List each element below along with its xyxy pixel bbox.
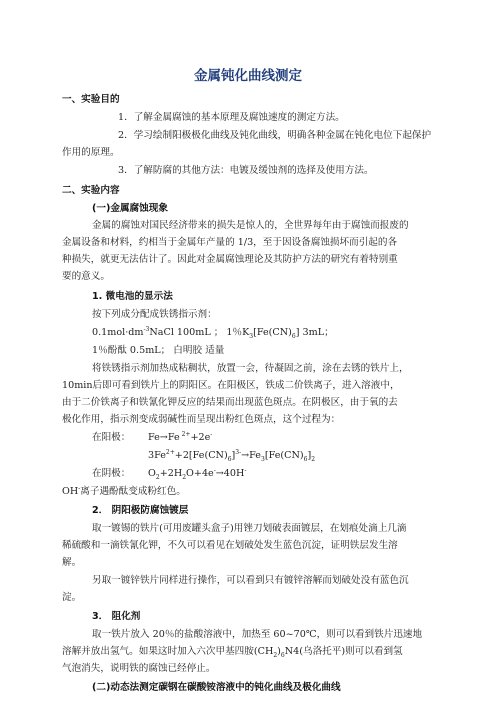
section-heading-content: 二、实验内容	[62, 185, 120, 196]
subheading-coating: 2． 阴阳极防腐蚀镀层	[92, 505, 189, 516]
reagent-intro: 按下列成分配成铁锈指示剂：	[92, 309, 217, 320]
part-heading-passivation: (二)动态法测定碳钢在碳酸铵溶液中的钝化曲线及极化曲线	[92, 682, 341, 693]
part-heading-corrosion: (一)金属腐蚀现象	[92, 203, 168, 214]
paragraph-line: 极化作用，指示剂变成弱碱性而呈现出粉红色斑点，这个过程为：	[62, 414, 341, 425]
hydroxide-note: OH-离子遇酚酞变成粉红色。	[62, 484, 186, 497]
equation-anode: Fe→Fe $^{2+}$+2e-	[148, 430, 213, 443]
subheading-microcell: 1. 微电池的显示法	[92, 291, 173, 302]
reagent-line-1: $0.1mol\cdot dm^{-3}NaCl$ 100mL ； 1％$K_3[Fe(CN)_6]$ 3mL；	[92, 325, 334, 340]
objective-item-3: 3．了解防腐的其他方法：电镀及缓蚀剂的选择及使用方法。	[118, 165, 374, 176]
objective-item-2-cont: 作用的原理。	[62, 147, 120, 158]
paragraph-line: 金属设备和材料，约相当于金属年产量的 1/3，至于因设备腐蚀损坏而引起的各	[62, 237, 398, 248]
paragraph-line: 淀。	[62, 592, 82, 603]
paragraph-line: 气泡消失，说明铁的腐蚀已经停止。	[62, 663, 216, 674]
paragraph-line: 溶解并放出氢气。如果这时加入六次甲基四胺$(CH_2)_6N4$(乌洛托平)则可以看到氢	[62, 646, 403, 659]
objective-item-2: 2．学习绘制阳极极化曲线及钝化曲线，明确各种金属在钝化电位下起保护	[118, 130, 432, 141]
paragraph-line: 由于二价铁离子和铁氰化钾反应的结果而出现蓝色斑点。在阴极区，由于氧的去	[62, 397, 398, 408]
paragraph-line: 要的意义。	[62, 271, 110, 282]
paragraph-line: 取一镀锡的铁片(可用废罐头盒子)用锉刀划破表面镀层，在划痕处滴上几滴	[92, 523, 407, 534]
paragraph-line: 稀硫酸和一滴铁氰化钾，不久可以看见在划破处发生蓝色沉淀，证明铁层发生溶	[62, 540, 398, 551]
section-heading-objectives: 一、实验目的	[62, 94, 120, 105]
cathode-label: 在阴极：	[92, 468, 131, 479]
reagent-line-2: 1％酚酞 0.5mL； 白明胶 适量	[92, 345, 225, 356]
page-title: 金属钝化曲线测定	[194, 68, 302, 84]
paragraph-line: 解。	[62, 557, 82, 568]
equation-cathode: $O_2+2H_2O+4e^-\to 40H^-$	[148, 466, 247, 481]
paragraph-line: 金属的腐蚀对国民经济带来的损失是惊人的，全世界每年由于腐蚀而报废的	[92, 220, 409, 231]
paragraph-line: 取一铁片放入 20％的盐酸溶液中，加热至 60~70℃，则可以看到铁片迅速地	[92, 629, 423, 640]
anode-label: 在阳极：	[92, 432, 131, 443]
objective-item-1: 1．了解金属腐蚀的基本原理及腐蚀速度的测定方法。	[118, 112, 345, 123]
paragraph-line: 将铁锈指示剂加热成粘稠状，放置一会，待凝固之前，涂在去锈的铁片上，	[92, 363, 409, 374]
paragraph-line: 10min后即可看到铁片上的阴阳区。在阳极区，铁成二价铁离子，进入溶液中，	[62, 380, 400, 391]
equation-precipitate: $3Fe^{2+}+2[Fe(CN)_6]^{3-}\to Fe_3[Fe(CN)_6]_2$	[148, 448, 316, 463]
paragraph-line: 另取一镀锌铁片同样进行操作，可以看到只有镀锌溶解而划破处没有蓝色沉	[92, 575, 409, 586]
subheading-inhibitor: 3． 阻化剂	[92, 611, 141, 622]
paragraph-line: 种损失，就更无法估计了。因此对金属腐蚀理论及其防护方法的研究有着特别重	[62, 254, 398, 265]
